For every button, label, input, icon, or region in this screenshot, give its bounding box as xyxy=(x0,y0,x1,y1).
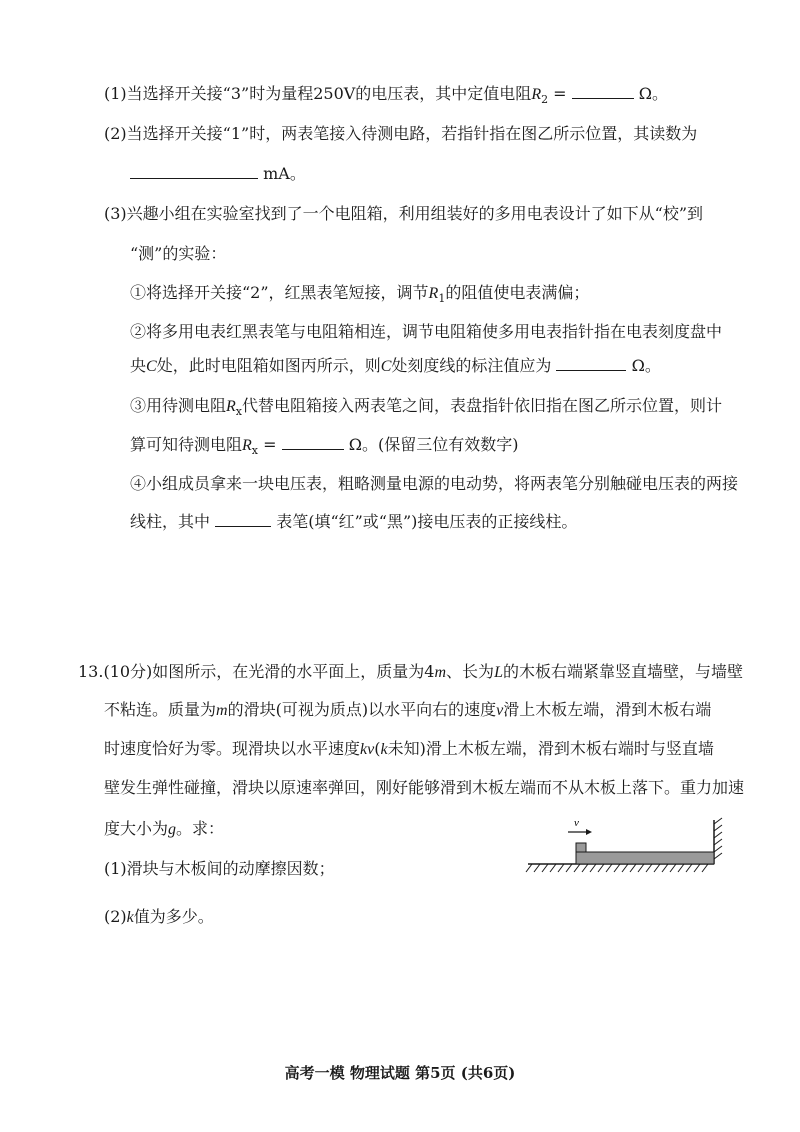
q12-step4: ④小组成员拿来一块电压表，粗略测量电源的电动势，将两表笔分别触碰电压表的两接 xyxy=(130,474,739,493)
q13-line2: 不粘连。质量为m的滑块(可视为质点)以水平向右的速度v滑上木板左端，滑到木板右端 xyxy=(104,700,712,719)
q13-figure xyxy=(522,812,742,882)
q13-line4: 壁发生弹性碰撞，滑块以原速率弹回，刚好能够滑到木板左端而不从木板上落下。重力加速 xyxy=(104,778,745,797)
slider-block xyxy=(576,843,586,852)
answer-blank-r2[interactable] xyxy=(572,84,634,99)
wall-hatch xyxy=(714,818,722,859)
q13-ask2: (2)k值为多少。 xyxy=(104,907,214,926)
q12-part3: (3)兴趣小组在实验室找到了一个电阻箱，利用组装好的多用电表设计了如下从“校”到 xyxy=(104,204,704,223)
answer-blank-probe[interactable] xyxy=(215,512,271,527)
plank xyxy=(576,852,714,864)
q12-part2-answer: mA。 xyxy=(130,164,306,184)
answer-blank-c-value[interactable] xyxy=(556,356,626,371)
q12-part1: (1)当选择开关接“3”时为量程250V的电压表，其中定值电阻$R_2 = \Omega$。 xyxy=(104,84,669,107)
q12-step2-cont: 央C处，此时电阻箱如图丙所示，则C处刻度线的标注值应为 Ω。 xyxy=(130,356,661,375)
q12-part3-cont: “测”的实验： xyxy=(130,244,227,263)
q13-ask1: (1)滑块与木板间的动摩擦因数； xyxy=(104,859,335,878)
q12-step3-cont: 算可知待测电阻$R_x = \Omega$。(保留三位有效数字) xyxy=(130,435,519,458)
q13-line1: 13.(10分)如图所示，在光滑的水平面上，质量为4m、长为L的木板右端紧靠竖直墙壁，与墙壁 xyxy=(78,662,743,681)
q12-part2: (2)当选择开关接“1”时，两表笔接入待测电路，若指针指在图乙所示位置，其读数为 xyxy=(104,124,698,143)
q12-step2: ②将多用电表红黑表笔与电阻箱相连，调节电阻箱使多用电表指针指在电表刻度盘中 xyxy=(130,322,723,341)
arrow-head-icon xyxy=(586,829,592,835)
answer-blank-reading[interactable] xyxy=(130,164,258,179)
q12-step3: ③用待测电阻$R_x$代替电阻箱接入两表笔之间，表盘指针依旧指在图乙所示位置，则计 xyxy=(130,396,723,419)
q12-step4-cont: 线柱，其中 表笔(填“红”或“黑”)接电压表的正接线柱。 xyxy=(130,512,578,531)
answer-blank-rx[interactable] xyxy=(282,435,344,450)
ground-hatch xyxy=(526,864,708,872)
q13-line3: 时速度恰好为零。现滑块以水平速度kv(k未知)滑上木板左端，滑到木板右端时与竖直墙 xyxy=(104,739,714,758)
q13-line5: 度大小为g。求： xyxy=(104,819,225,838)
velocity-label: v xyxy=(574,817,579,829)
page-footer: 高考一模 物理试题 第5页 (共6页) xyxy=(284,1064,516,1082)
q12-step1: ①将选择开关接“2”，红黑表笔短接，调节$R_1$的阻值使电表满偏； xyxy=(130,283,590,306)
